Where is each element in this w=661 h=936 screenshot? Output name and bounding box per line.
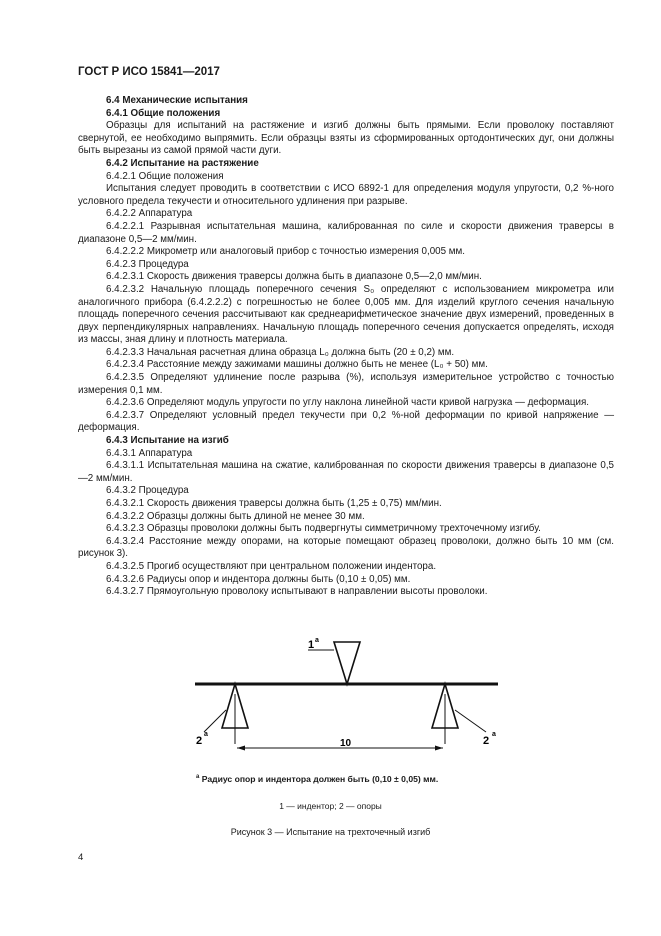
- figure-legend: 1 — индентор; 2 — опоры: [279, 801, 382, 811]
- indenter: [334, 642, 360, 684]
- paragraph: 6.4.2.3.4 Расстояние между зажимами машины должно быть не менее (L₀ + 50) мм.: [106, 359, 488, 371]
- paragraph: 6.4.3.1 Аппаратура: [106, 447, 193, 459]
- left-support-note-mark: a: [204, 731, 208, 738]
- right-support-note-mark: a: [492, 731, 496, 738]
- paragraph: 6.4.2.3.5 Определяют удлинение после разрыва (%), используя измерительное устройство с точностью измерения 0,1 мм.: [78, 372, 614, 396]
- paragraph: Испытания следует проводить в соответствии с ИСО 6892-1 для определения модуля упругости, 0,2 %-ного условного предела текучести и относительного удлинения при разрыве.: [78, 183, 614, 207]
- indenter-label: 1: [308, 639, 315, 651]
- section-heading: 6.4.3 Испытание на изгиб: [106, 435, 229, 447]
- paragraph: 6.4.2.3 Процедура: [106, 258, 189, 270]
- page-number: 4: [78, 852, 84, 863]
- right-support-label: 2: [483, 735, 490, 747]
- paragraph: 6.4.2.3.6 Определяют модуль упругости по углу наклона линейной части кривой нагрузка — деформация.: [106, 397, 589, 409]
- paragraph: 6.4.3.2.7 Прямоугольную проволоку испытывают в направлении высоты проволоки.: [106, 586, 488, 598]
- paragraph: 6.4.2.3.2 Начальную площадь поперечного сечения S₀ определяют с использованием микрометра или аналогичного прибора (6.4.2.2.2) с погрешностью не более 0,005 мм. Для изделий круглого сечения начальную площадь поперечного сечения рассчитывают как среднеарифметическое значение двух измерений, проведенных в двух перпендикулярных направлениях. Начальную площадь поперечного сечения допускается определять, исходя из массы, зная длину и плотность материала.: [78, 283, 614, 346]
- paragraph: 6.4.2.2.2 Микрометр или аналоговый прибор с точностью измерения 0,005 мм.: [106, 246, 465, 258]
- figure-3: [180, 632, 510, 752]
- paragraph: Образцы для испытаний на растяжение и изгиб должны быть прямыми. Если проволоку поставляют свернутой, ее необходимо выпрямить. Если образцы взяты из сформированных ортодонтических дуг, они должны быть вырезаны из самой прямой части дуги.: [78, 120, 614, 157]
- paragraph: 6.4.2.3.7 Определяют условный предел текучести при 0,2 %-ной деформации по кривой напряжение — деформация.: [78, 409, 614, 434]
- paragraph: 6.4.3.2.3 Образцы проволоки должны быть подвергнуты симметричному трехточечному изгибу.: [106, 523, 541, 535]
- footnote-mark: a: [196, 774, 200, 781]
- paragraph: 6.4.3.1.1 Испытательная машина на сжатие, калиброванная по скорости движения траверсы в диапазоне 0,5—2 мм/мин.: [78, 460, 614, 484]
- left-support-label: 2: [196, 735, 203, 747]
- document-body: [78, 95, 614, 599]
- paragraph: 6.4.3.2.2 Образцы должны быть длиной не менее 30 мм.: [106, 510, 365, 522]
- paragraph: 6.4.3.2.5 Прогиб осуществляют при центральном положении индентора.: [106, 560, 437, 572]
- paragraph: 6.4.2.3.1 Скорость движения траверсы должна быть в диапазоне 0,5—2,0 мм/мин.: [106, 271, 482, 283]
- section-heading: 6.4.1 Общие положения: [106, 107, 221, 119]
- paragraph: 6.4.3.2 Процедура: [106, 485, 189, 497]
- paragraph: 6.4.3.2.6 Радиусы опор и индентора должны быть (0,10 ± 0,05) мм.: [106, 573, 411, 585]
- figure-footnote: [196, 774, 438, 784]
- dimension-label: 10: [340, 738, 352, 749]
- three-point-bend-diagram: [180, 632, 510, 752]
- paragraph: 6.4.3.2.4 Расстояние между опорами, на которые помещают образец проволоки, должно быть 10 мм (см. рисунок 3).: [78, 535, 614, 560]
- footnote-text: Радиус опор и индентора должен быть (0,10 ± 0,05) мм.: [201, 774, 439, 784]
- document-header: ГОСТ Р ИСО 15841—2017: [78, 66, 220, 78]
- section-heading: 6.4 Механические испытания: [106, 95, 248, 106]
- paragraph: 6.4.2.1 Общие положения: [106, 170, 224, 182]
- paragraph: 6.4.2.3.3 Начальная расчетная длина образца L₀ должна быть (20 ± 0,2) мм.: [106, 346, 455, 358]
- paragraph: 6.4.2.2 Аппаратура: [106, 208, 193, 220]
- figure-caption: Рисунок 3 — Испытание на трехточечный изгиб: [230, 827, 431, 837]
- indenter-note-mark: a: [315, 637, 319, 644]
- section-heading: 6.4.2 Испытание на растяжение: [106, 157, 259, 169]
- paragraph: 6.4.2.2.1 Разрывная испытательная машина, калиброванная по силе и скорости движения траверсы в диапазоне 0,5—2 мм/мин.: [78, 220, 614, 245]
- paragraph: 6.4.3.2.1 Скорость движения траверсы должна быть (1,25 ± 0,75) мм/мин.: [106, 498, 442, 509]
